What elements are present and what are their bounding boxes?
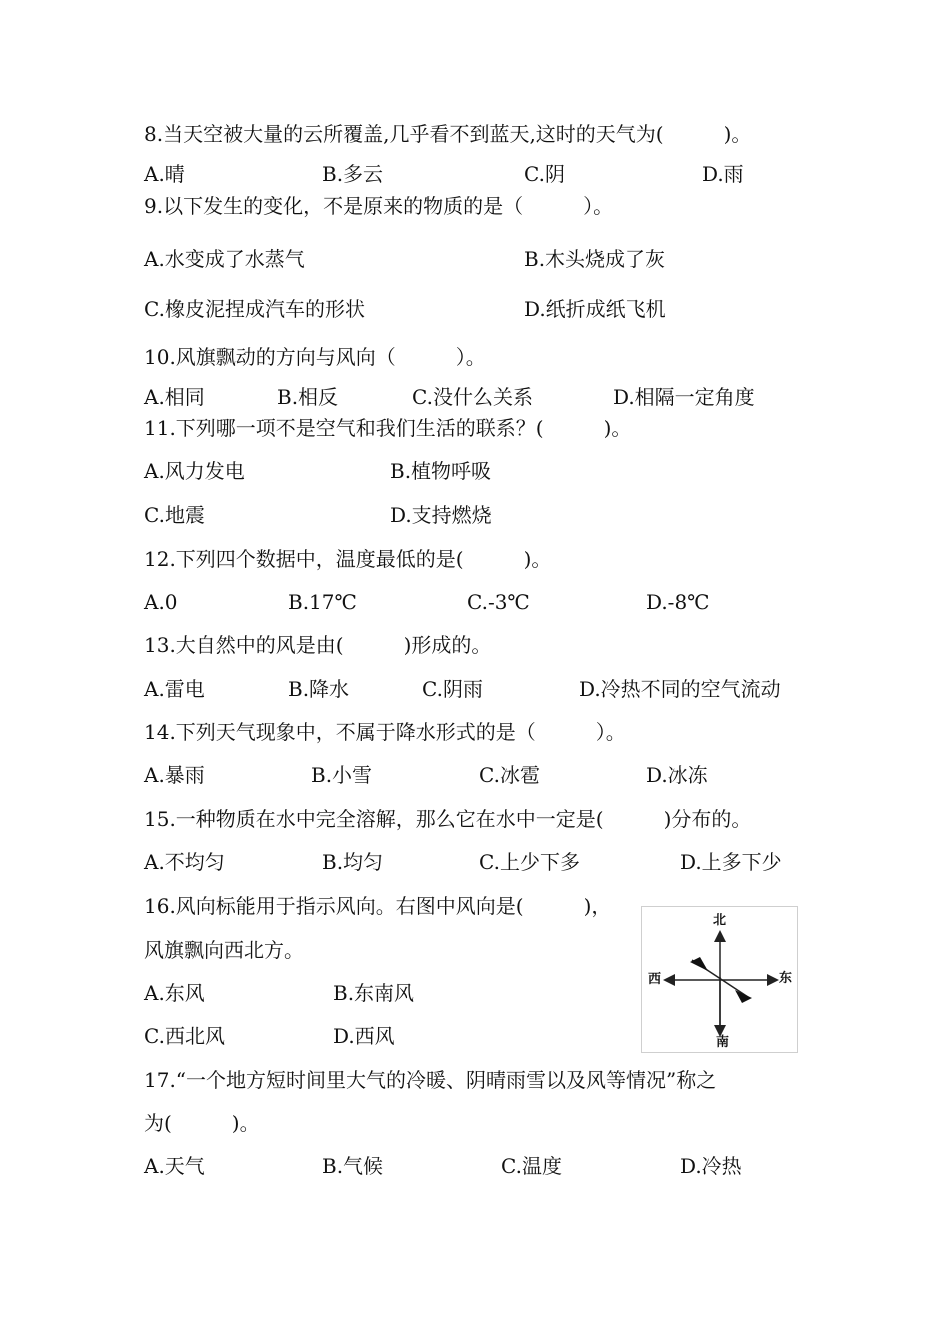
q14-option-c[interactable]: C.冰雹 [479, 763, 540, 787]
q12-option-b[interactable]: B.17℃ [288, 590, 357, 614]
q14-option-a[interactable]: A.暴雨 [144, 763, 205, 787]
q14-option-d[interactable]: D.冰冻 [646, 763, 708, 787]
q17-option-c[interactable]: C.温度 [501, 1154, 562, 1178]
q8-option-a[interactable]: A.晴 [144, 162, 185, 186]
vane-tail [735, 990, 752, 1003]
q10-option-b[interactable]: B.相反 [277, 385, 339, 409]
q11-option-a[interactable]: A.风力发电 [144, 459, 245, 483]
q9-option-a[interactable]: A.水变成了水蒸气 [144, 247, 305, 271]
q8-option-c[interactable]: C.阴 [524, 162, 565, 186]
q9-option-c[interactable]: C.橡皮泥捏成汽车的形状 [144, 297, 365, 321]
east-label: 东 [779, 971, 793, 986]
q13-option-b[interactable]: B.降水 [288, 677, 350, 701]
q17-option-a[interactable]: A.天气 [144, 1154, 205, 1178]
q17-option-b[interactable]: B.气候 [322, 1154, 384, 1178]
vane-flag [690, 957, 708, 971]
wind-vane-graphic [642, 907, 799, 1054]
q11-option-d[interactable]: D.支持燃烧 [390, 503, 492, 527]
question-17-stem-continued: 为( )。 [144, 1111, 260, 1135]
q15-option-c[interactable]: C.上少下多 [479, 850, 580, 874]
q11-option-c[interactable]: C.地震 [144, 503, 205, 527]
q16-option-a[interactable]: A.东风 [144, 981, 205, 1005]
question-13-stem: 13.大自然中的风是由( )形成的。 [144, 633, 492, 657]
q13-option-a[interactable]: A.雷电 [144, 677, 205, 701]
question-16-stem-continued: 风旗飘向西北方。 [144, 938, 304, 962]
q8-option-b[interactable]: B.多云 [322, 162, 384, 186]
west-label: 西 [648, 972, 662, 987]
wind-vane-diagram [641, 906, 798, 1053]
q16-option-c[interactable]: C.西北风 [144, 1024, 225, 1048]
q13-option-c[interactable]: C.阴雨 [422, 677, 483, 701]
question-16-stem: 16.风向标能用于指示风向。右图中风向是( )， [144, 894, 612, 918]
question-8-stem: 8.当天空被大量的云所覆盖,几乎看不到蓝天,这时的天气为( )。 [144, 122, 752, 146]
q10-option-d[interactable]: D.相隔一定角度 [613, 385, 755, 409]
q11-option-b[interactable]: B.植物呼吸 [390, 459, 492, 483]
q9-option-b[interactable]: B.木头烧成了灰 [524, 247, 666, 271]
q15-option-a[interactable]: A.不均匀 [144, 850, 225, 874]
q9-option-d[interactable]: D.纸折成纸飞机 [524, 297, 666, 321]
q8-option-d[interactable]: D.雨 [702, 162, 744, 186]
question-17-stem: 17.“一个地方短时间里大气的冷暖、阴晴雨雪以及风等情况”称之 [144, 1068, 717, 1092]
q17-option-d[interactable]: D.冷热 [680, 1154, 742, 1178]
q10-option-a[interactable]: A.相同 [144, 385, 205, 409]
q12-option-a[interactable]: A.0 [144, 590, 178, 614]
q15-option-d[interactable]: D.上多下少 [680, 850, 782, 874]
q16-option-b[interactable]: B.东南风 [333, 981, 415, 1005]
question-10-stem: 10.风旗飘动的方向与风向（ ）。 [144, 345, 486, 369]
q15-option-b[interactable]: B.均匀 [322, 850, 384, 874]
question-11-stem: 11.下列哪一项不是空气和我们生活的联系？( )。 [144, 416, 632, 440]
q12-option-d[interactable]: D.-8℃ [646, 590, 710, 614]
north-label: 北 [713, 913, 727, 928]
q14-option-b[interactable]: B.小雪 [311, 763, 373, 787]
question-15-stem: 15.一种物质在水中完全溶解，那么它在水中一定是( )分布的。 [144, 807, 752, 831]
q12-option-c[interactable]: C.-3℃ [467, 590, 530, 614]
south-label: 南 [716, 1035, 730, 1050]
question-14-stem: 14.下列天气现象中，不属于降水形式的是（ ）。 [144, 720, 626, 744]
q16-option-d[interactable]: D.西风 [333, 1024, 395, 1048]
q10-option-c[interactable]: C.没什么关系 [412, 385, 533, 409]
question-9-stem: 9.以下发生的变化，不是原来的物质的是（ ）。 [144, 194, 614, 218]
q13-option-d[interactable]: D.冷热不同的空气流动 [579, 677, 781, 701]
question-12-stem: 12.下列四个数据中，温度最低的是( )。 [144, 547, 552, 571]
